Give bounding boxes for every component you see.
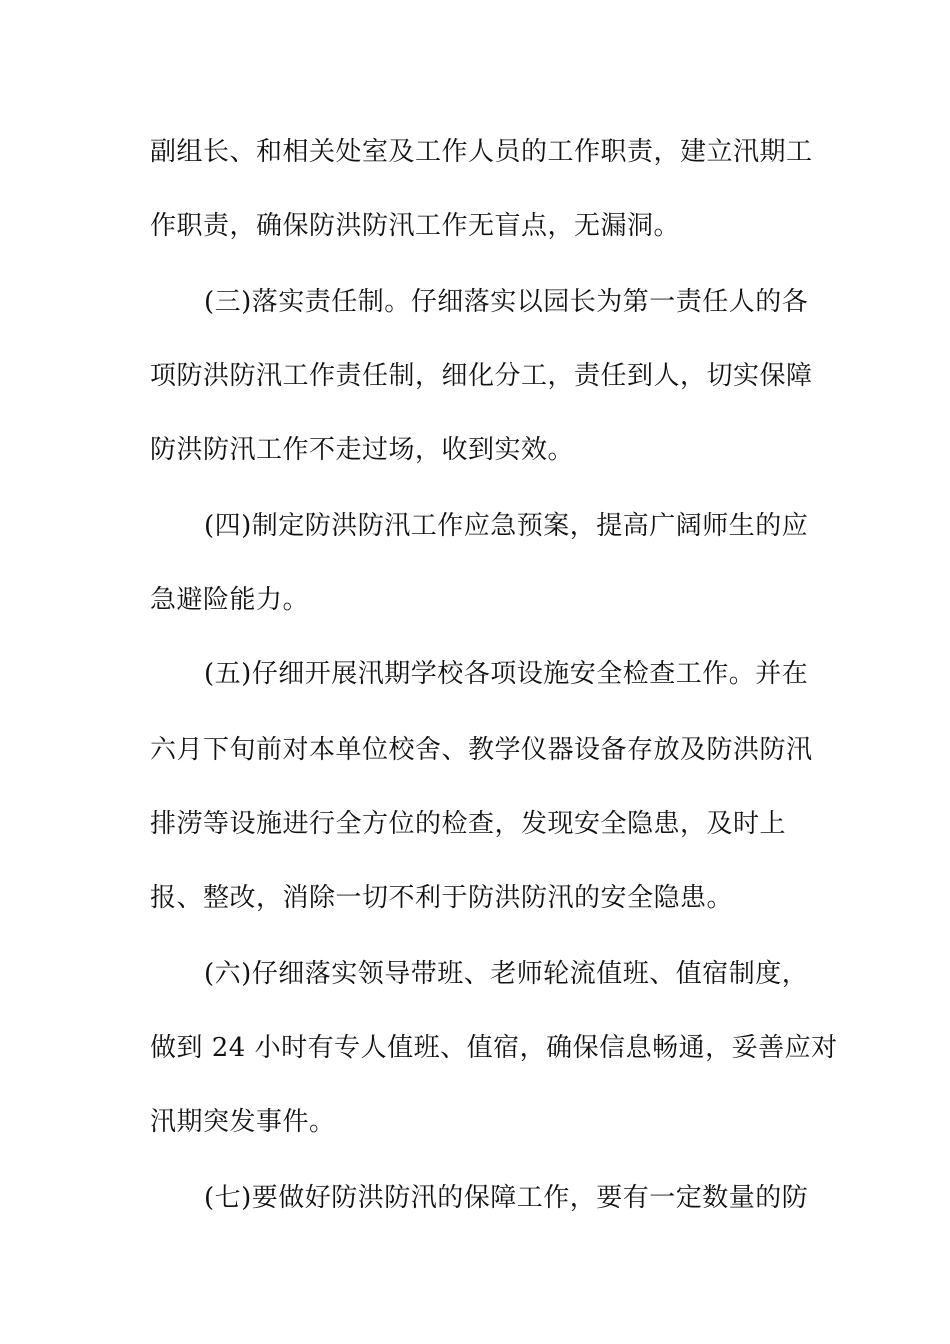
text-line: 报、整改，消除一切不利于防洪防汛的安全隐患。 bbox=[150, 883, 734, 913]
paragraph-start-line: (六)仔细落实领导带班、老师轮流值班、值宿制度， bbox=[204, 959, 809, 989]
text-line: 六月下旬前对本单位校舍、教学仪器设备存放及防洪防汛 bbox=[150, 735, 813, 765]
text-line: 副组长、和相关处室及工作人员的工作职责，建立汛期工 bbox=[150, 137, 813, 167]
text-line: 做到 24 小时有专人值班、值宿，确保信息畅通，妥善应对 bbox=[150, 1033, 838, 1063]
text-line: 项防洪防汛工作责任制，细化分工，责任到人，切实保障 bbox=[150, 361, 813, 391]
paragraph-start-line: (四)制定防洪防汛工作应急预案，提高广阔师生的应 bbox=[204, 511, 809, 541]
paragraph-start-line: (七)要做好防洪防汛的保障工作，要有一定数量的防 bbox=[204, 1183, 809, 1213]
text-line: 防洪防汛工作不走过场，收到实效。 bbox=[150, 435, 575, 465]
paragraph-start-line: (五)仔细开展汛期学校各项设施安全检查工作。并在 bbox=[204, 659, 809, 689]
text-line: 排涝等设施进行全方位的检查，发现安全隐患，及时上 bbox=[150, 809, 787, 839]
text-line: 作职责，确保防洪防汛工作无盲点，无漏洞。 bbox=[150, 211, 681, 241]
paragraph-start-line: (三)落实责任制。仔细落实以园长为第一责任人的各 bbox=[204, 287, 809, 317]
text-line: 急避险能力。 bbox=[150, 585, 310, 615]
text-line: 汛期突发事件。 bbox=[150, 1107, 336, 1137]
